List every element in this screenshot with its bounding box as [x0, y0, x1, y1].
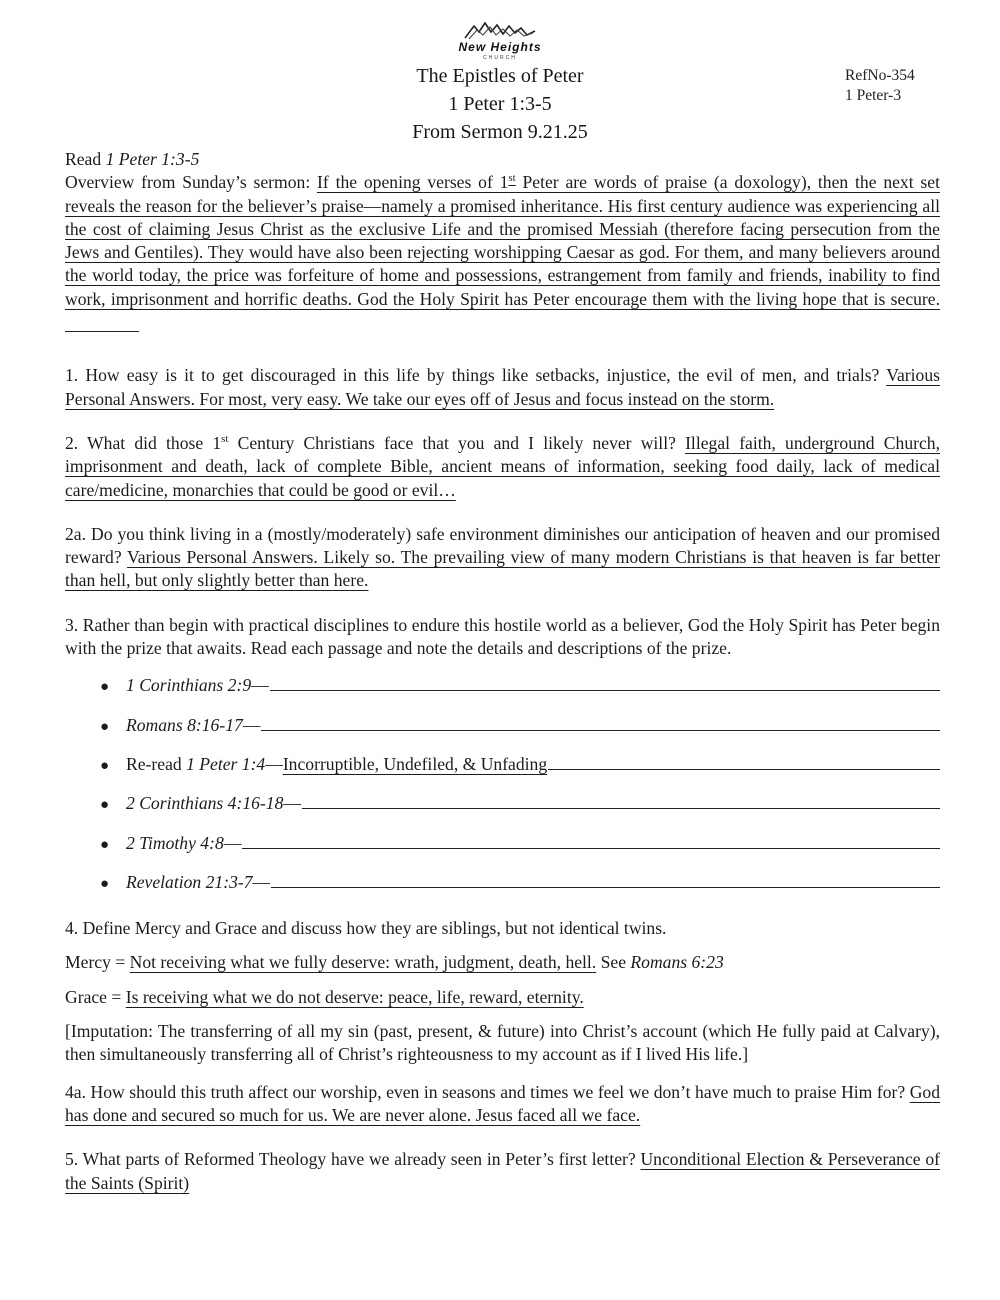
- bullet-icon: ●: [100, 718, 110, 735]
- bullet-icon: ●: [100, 836, 110, 853]
- bullet-item: [65, 792, 940, 817]
- bullet-icon: ●: [100, 797, 110, 814]
- logo-wordmark: New Heights: [458, 40, 542, 54]
- text-run: —: [223, 832, 242, 853]
- paragraph: [65, 1148, 940, 1195]
- paragraph: [65, 614, 940, 661]
- text-run: Romans 8:16-17: [126, 714, 243, 735]
- ref-series: 1 Peter-3: [845, 87, 902, 104]
- bullet-text: [126, 674, 269, 697]
- document-body: [65, 148, 940, 1195]
- bullet-text: [126, 753, 547, 776]
- paragraph: [65, 986, 940, 1009]
- paragraph: [65, 171, 940, 334]
- header-logo: [0, 20, 1000, 61]
- mountain-ridge-icon: [463, 20, 537, 40]
- bullet-text: [126, 792, 301, 815]
- bullet-icon: ●: [100, 875, 110, 892]
- text-run: —: [283, 793, 301, 814]
- paragraph: [65, 364, 940, 411]
- answer-blank-line: [302, 804, 940, 809]
- text-run: —: [265, 753, 283, 774]
- ref-number: RefNo-354: [845, 67, 915, 84]
- bullet-icon: ●: [100, 679, 110, 696]
- text-run: 1. How easy is it to get discouraged in this life by things like setbacks, injustice, the evil of men, and trials?: [65, 365, 887, 386]
- paragraph: [65, 917, 940, 940]
- text-run: Illegal faith, underground Church, imprisonment and death, lack of complete Bible, ancient means of information, seeking food daily, lack of medical care/medicine, monarchies that could be good or evil…: [65, 432, 940, 500]
- text-run: 2 Timothy 4:8: [126, 832, 224, 853]
- answer-blank-line: [270, 686, 940, 691]
- text-run: Various Personal Answers. For most, very easy. We take our eyes off of Jesus and focus instead on the storm.: [65, 365, 940, 409]
- text-run: 1 Peter 1:3-5: [105, 149, 200, 169]
- bullet-item: [65, 832, 940, 857]
- answer-blank-line: [548, 765, 940, 770]
- text-run: Romans 6:23: [630, 952, 724, 973]
- text-run: Re-read: [126, 753, 187, 774]
- text-run: 2a. Do you think living in a (mostly/moderately) safe environment diminishes our anticipation of heaven and our promised reward?: [65, 523, 940, 568]
- text-run: st: [221, 433, 229, 446]
- text-run: 2. What did those 1: [65, 432, 222, 453]
- logo-subtext: CHURCH: [483, 55, 517, 61]
- bullet-text: [126, 714, 260, 737]
- text-run: 1 Corinthians 2:9: [126, 675, 252, 696]
- text-run: Various Personal Answers. Likely so. The prevailing view of many modern Christians is that heaven is far better than hell, but only slightly better than here.: [65, 547, 941, 591]
- text-run: 4a. How should this truth affect our worship, even in seasons and times we feel we don’t have much to praise Him for?: [65, 1081, 910, 1102]
- title-line-2: 1 Peter 1:3-5: [448, 93, 552, 115]
- text-run: —: [252, 871, 271, 892]
- paragraph: [65, 523, 940, 593]
- bullet-icon: ●: [100, 757, 110, 774]
- text-run: 5. What parts of Reformed Theology have we already seen in Peter’s first letter?: [65, 1149, 641, 1170]
- answer-blank-line: [261, 726, 940, 731]
- text-run: Incorruptible, Undefiled, & Unfading: [282, 753, 548, 774]
- text-run: Overview from Sunday’s sermon:: [65, 172, 318, 193]
- text-run: If the opening verses of 1: [317, 172, 509, 193]
- text-run: God has done and secured so much for us. We are never alone. Jesus faced all we face.: [65, 1081, 940, 1125]
- text-run: 3. Rather than begin with practical disciplines to endure this hostile world as a believer, God the Holy Spirit has Peter begin with the prize that awaits. Read each passage and note the details and descriptions of the prize.: [65, 614, 940, 659]
- trailing-blank-line: [65, 327, 139, 332]
- text-run: 4. Define Mercy and Grace and discuss how they are siblings, but not identical twins.: [65, 918, 667, 939]
- text-run: —: [242, 714, 261, 735]
- bullet-item: [65, 714, 940, 739]
- title-line-3: From Sermon 9.21.25: [412, 121, 588, 143]
- title-line-1: The Epistles of Peter: [416, 65, 584, 87]
- text-run: Century Christians face that you and I likely never will?: [228, 432, 686, 453]
- bullet-item: [65, 871, 940, 896]
- text-run: —: [251, 675, 269, 696]
- text-run: Peter are words of praise (a doxology), then the next set reveals the reason for the believer’s praise—namely a promised inheritance. His first century audience was experiencing all the cost of claiming Jesus Christ as the exclusive Life and the promised Messiah (therefore facing persecution from the Jews and Gentiles). They would have also been rejecting worshipping Caesar as god. For them, and many believers around the world today, the price was forfeiture of home and possessions, estrangement from family and friends, inability to find work, imprisonment and horrific deaths. God the Holy Spirit has Peter encourage them with the living hope that is secure.: [65, 172, 940, 309]
- text-run: Is receiving what we do not deserve: peace, life, reward, eternity.: [125, 986, 584, 1007]
- text-run: st: [508, 172, 516, 185]
- text-run: Grace =: [65, 986, 126, 1007]
- reference-block: [845, 66, 975, 106]
- bullet-text: [126, 871, 270, 894]
- text-run: Revelation 21:3-7: [126, 871, 253, 892]
- text-run: 2 Corinthians 4:16-18: [126, 793, 284, 814]
- answer-blank-line: [271, 883, 940, 888]
- paragraph: [65, 951, 940, 974]
- text-run: Unconditional Election & Perseverance of the Saints (Spirit): [65, 1149, 941, 1193]
- paragraph: [65, 432, 940, 502]
- bullet-text: [126, 832, 241, 855]
- answer-blank-line: [242, 844, 940, 849]
- bullet-item: [65, 674, 940, 699]
- text-run: 1 Peter 1:4: [186, 753, 266, 774]
- bullet-item: [65, 753, 940, 778]
- text-run: [Imputation: The transferring of all my sin (past, present, & future) into Christ’s account (which He fully paid at Calvary), then simultaneously transferring all of Christ’s righteousness to my account as if I lived His life.]: [65, 1021, 940, 1065]
- text-run: Mercy =: [65, 952, 130, 973]
- paragraph: [65, 1081, 940, 1128]
- text-run: See: [596, 952, 631, 973]
- paragraph: [65, 1020, 940, 1067]
- text-run: Not receiving what we fully deserve: wrath, judgment, death, hell.: [129, 952, 597, 973]
- paragraph: [65, 148, 940, 171]
- text-run: Read: [65, 149, 106, 169]
